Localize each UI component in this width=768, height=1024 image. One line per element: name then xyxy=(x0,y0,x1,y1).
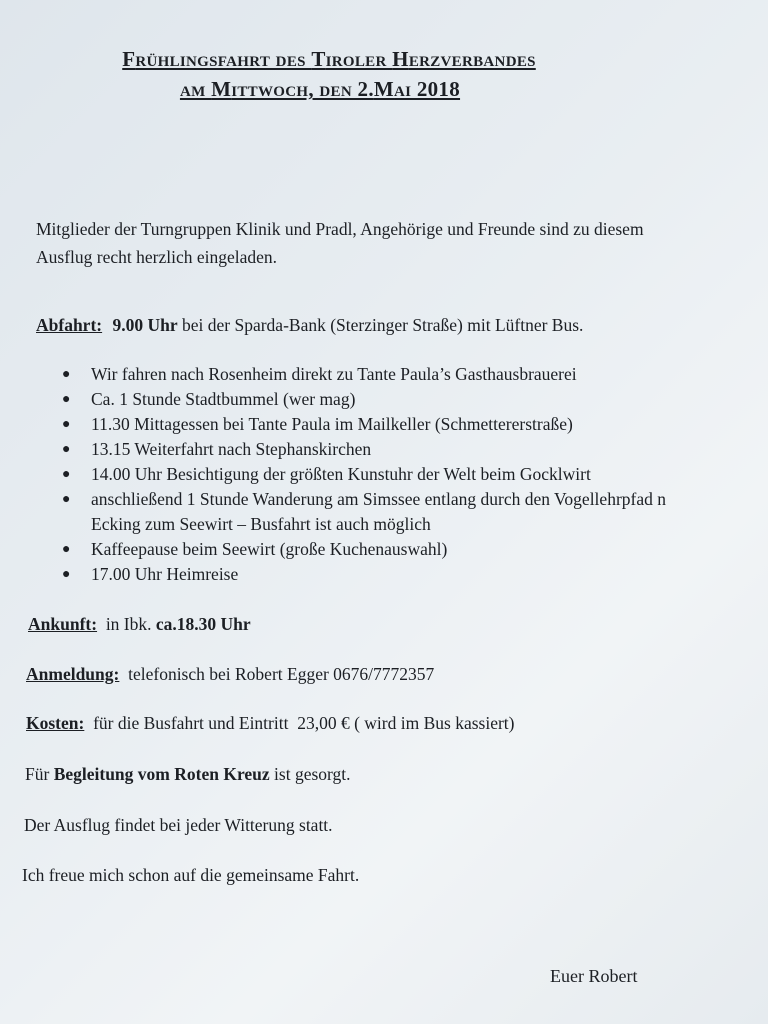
closing-line: Ich freue mich schon auf die gemeinsame Fahrt. xyxy=(22,865,360,885)
signature: Euer Robert xyxy=(550,966,638,986)
red-cross-line: Für Begleitung vom Roten Kreuz ist gesorgt. xyxy=(25,764,351,784)
red-cross-text: Begleitung vom Roten Kreuz xyxy=(53,764,270,784)
document-title-line-1: Frühlingsfahrt des Tiroler Herzverbandes xyxy=(122,47,536,71)
bullet-icon: ● xyxy=(62,367,71,382)
weather-line: Der Ausflug findet bei jeder Witterung statt. xyxy=(24,815,333,835)
registration-label: Anmeldung: xyxy=(26,664,120,684)
arrival-text: in Ibk. xyxy=(97,614,156,634)
intro-line-2: Ausflug recht herzlich eingeladen. xyxy=(36,247,278,267)
bullet-icon: ● xyxy=(62,392,71,407)
intro-paragraph xyxy=(36,215,756,271)
bullet-icon: ● xyxy=(62,417,71,432)
bullet-icon: ● xyxy=(62,467,71,482)
arrival-line xyxy=(28,613,251,635)
list-item: ● Ca. 1 Stunde Stadtbummel (wer mag) xyxy=(58,387,768,412)
list-item: ● 17.00 Uhr Heimreise xyxy=(58,562,768,587)
document-title-line-2: am Mittwoch, den 2.Mai 2018 xyxy=(179,77,461,101)
list-item: ● 11.30 Mittagessen bei Tante Paula im Mailkeller (Schmettererstraße) xyxy=(58,412,768,437)
arrival-time: ca.18.30 Uhr xyxy=(155,614,251,634)
cost-label: Kosten: xyxy=(26,713,85,733)
cost-text: für die Busfahrt und Eintritt 23,00 € ( wird im Bus kassiert) xyxy=(84,713,515,733)
departure-time: 9.00 Uhr xyxy=(112,315,178,335)
schedule-list xyxy=(58,362,768,587)
list-item: ● Wir fahren nach Rosenheim direkt zu Tante Paula’s Gasthausbrauerei xyxy=(58,362,768,387)
list-item: ● Kaffeepause beim Seewirt (große Kuchenauswahl) xyxy=(58,537,768,562)
registration-text: telefonisch bei Robert Egger 0676/7772357 xyxy=(119,664,435,684)
departure-line xyxy=(36,314,583,336)
list-item: ● 14.00 Uhr Besichtigung der größten Kunstuhr der Welt beim Gocklwirt xyxy=(58,462,768,487)
bullet-icon: ● xyxy=(62,567,71,582)
list-item: ● anschließend 1 Stunde Wanderung am Simssee entlang durch den Vogellehrpfad n Ecking zum Seewirt – Busfahrt ist auch möglich xyxy=(62,489,666,534)
cost-line xyxy=(26,712,514,734)
registration-line xyxy=(26,663,434,685)
intro-line-1: Mitglieder der Turngruppen Klinik und Pradl, Angehörige und Freunde sind zu diesem xyxy=(36,219,644,239)
arrival-label: Ankunft: xyxy=(28,614,98,634)
bullet-icon: ● xyxy=(62,492,71,507)
departure-label: Abfahrt: xyxy=(36,315,103,335)
bullet-icon: ● xyxy=(62,442,71,457)
bullet-icon: ● xyxy=(62,542,71,557)
list-item: ● 13.15 Weiterfahrt nach Stephanskirchen xyxy=(58,437,768,462)
departure-text: bei der Sparda-Bank (Sterzinger Straße) mit Lüftner Bus. xyxy=(177,315,584,335)
